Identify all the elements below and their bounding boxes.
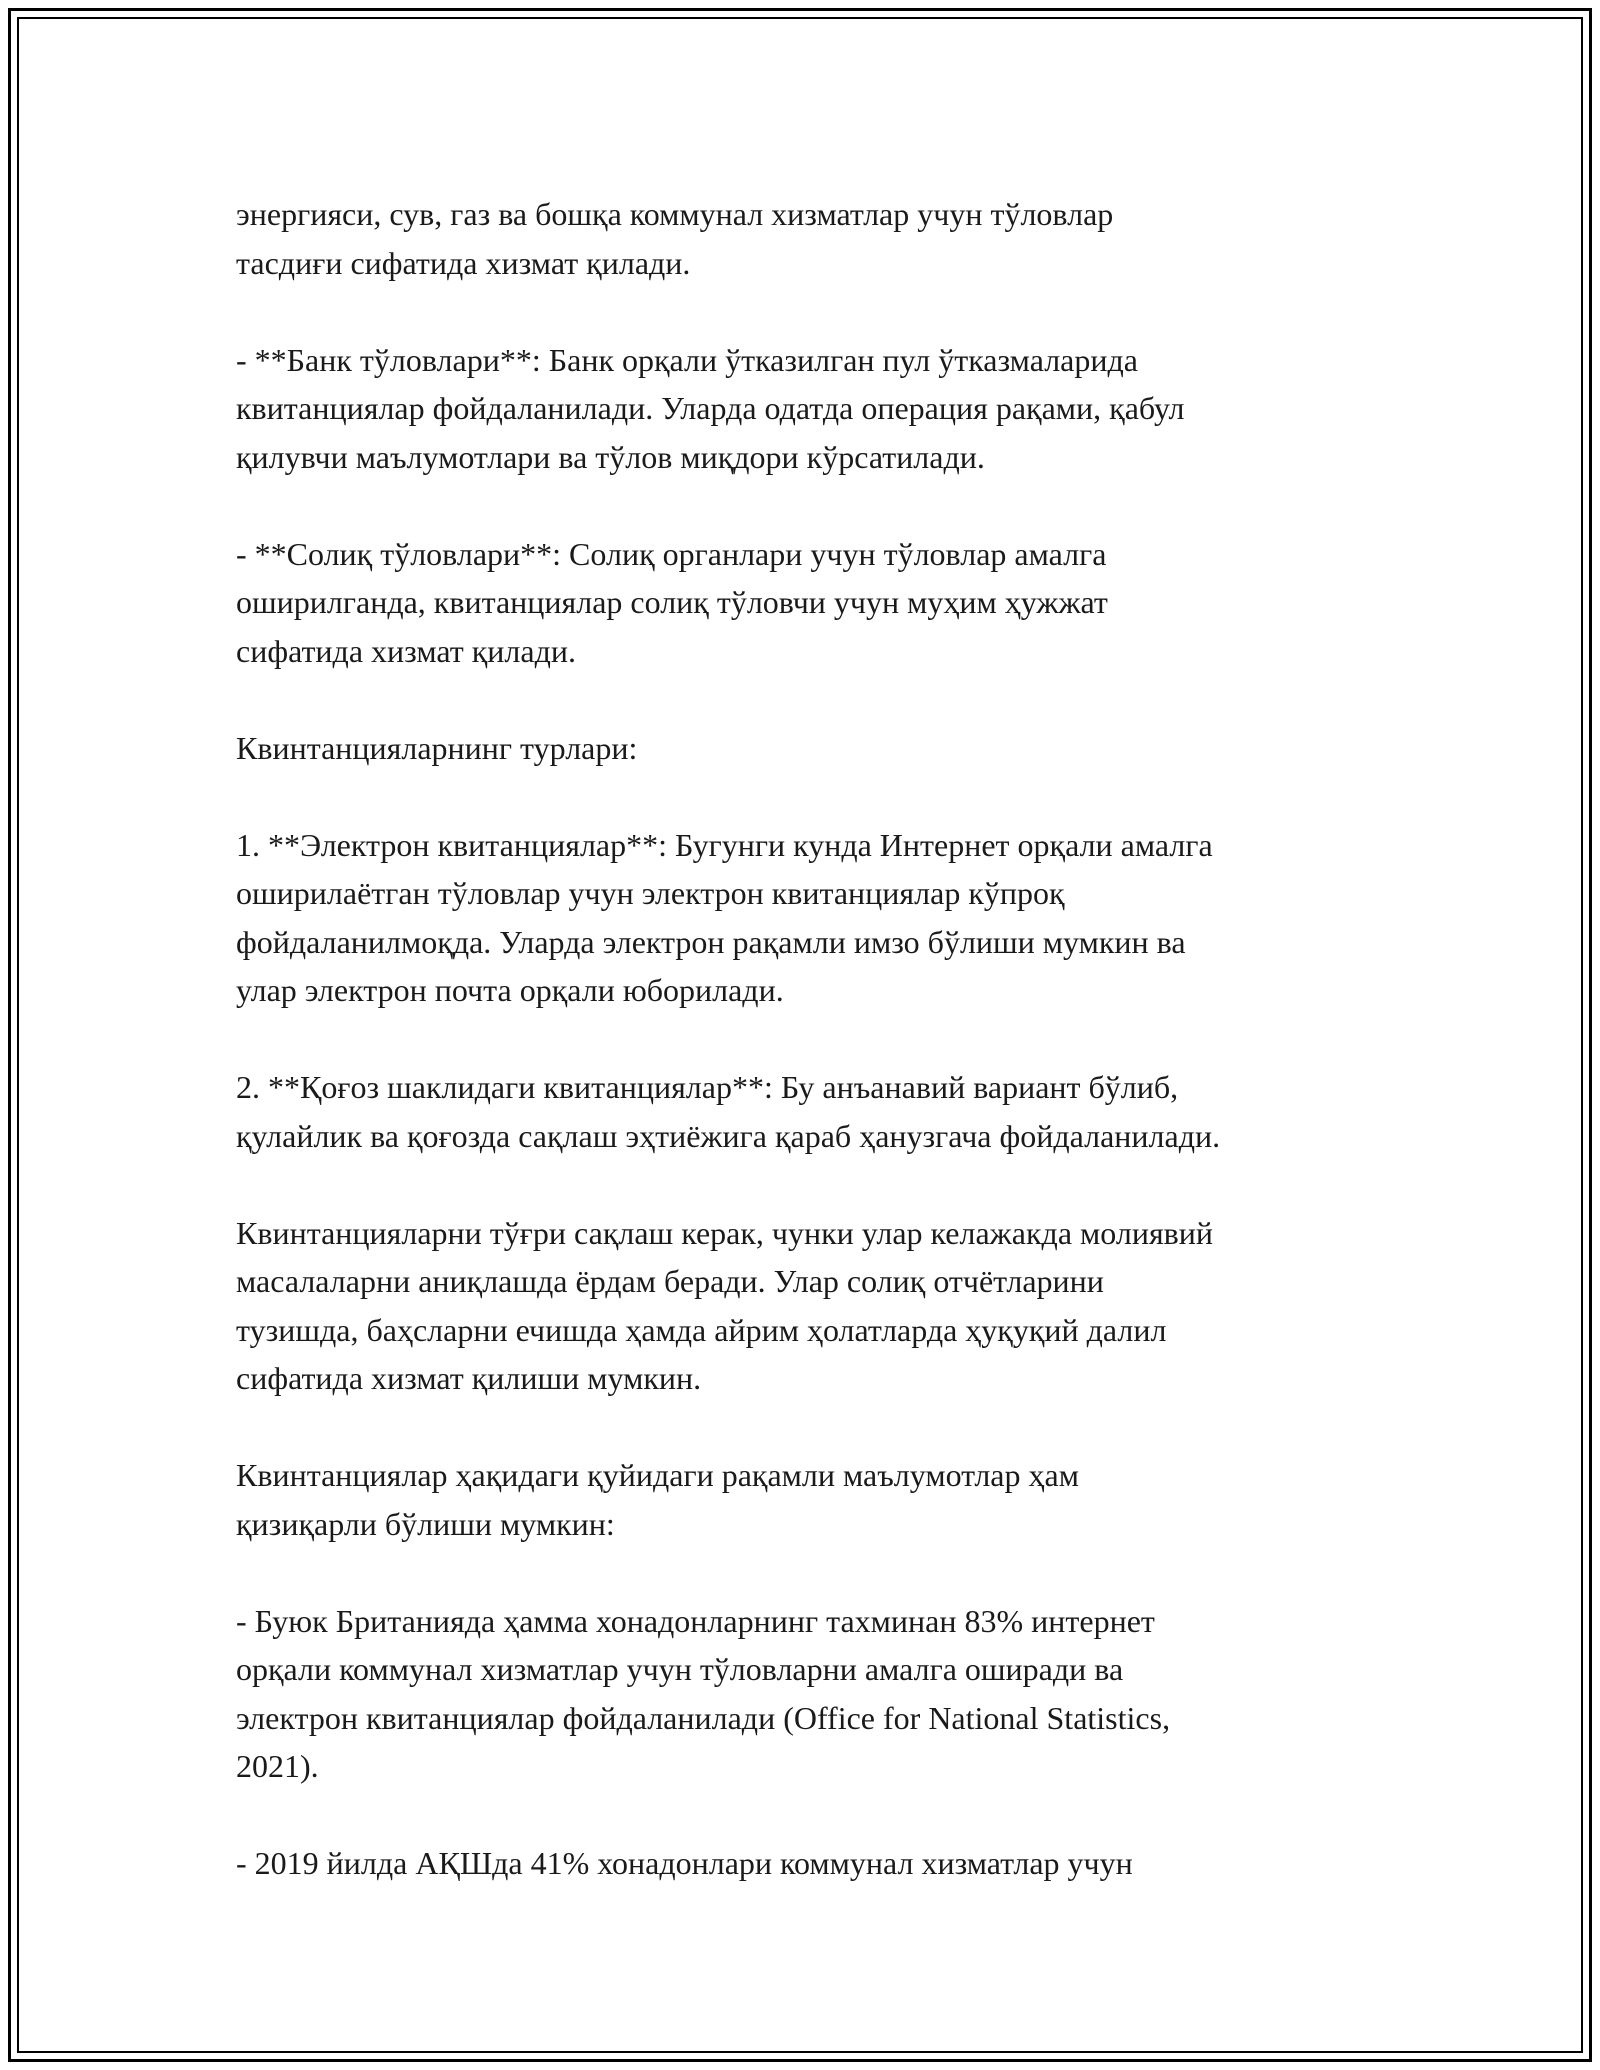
text-line: қизиқарли бўлиши мумкин: bbox=[236, 1505, 615, 1542]
text-line: - Буюк Британияда ҳамма хонадонларнинг тахминан 83% интернет bbox=[236, 1602, 1155, 1639]
paragraph-uk-statistic bbox=[236, 1597, 1406, 1791]
paragraph-receipt-types-heading bbox=[236, 724, 1406, 773]
text-line: Квинтанцияларни тўғри сақлаш керак, чунки улар келажакда молиявий bbox=[236, 1214, 1214, 1251]
text-line: қулайлик ва қоғозда сақлаш эҳтиёжига қараб ҳанузгача фойдаланилади. bbox=[236, 1117, 1221, 1154]
text-line: тузишда, баҳсларни ечишда ҳамда айрим ҳолатларда ҳуқуқий далил bbox=[236, 1311, 1167, 1348]
text-line: оширилганда, квитанциялар солиқ тўловчи учун муҳим ҳужжат bbox=[236, 584, 1108, 620]
text-line: - **Солиқ тўловлари**: Солиқ органлари учун тўловлар амалга bbox=[236, 535, 1107, 572]
text-line: Квинтанцияларнинг турлари: bbox=[236, 729, 638, 766]
paragraph-statistics-intro bbox=[236, 1451, 1406, 1548]
text-line: квитанциялар фойдаланилади. Уларда одатда операция рақами, қабул bbox=[236, 390, 1185, 426]
paragraph-paper-receipts bbox=[236, 1063, 1406, 1160]
text-line: тасдиғи сифатида хизмат қилади. bbox=[236, 244, 691, 281]
paragraph-bank-payments bbox=[236, 336, 1406, 482]
text-line: 1. **Электрон квитанциялар**: Бугунги кунда Интернет орқали амалга bbox=[236, 826, 1213, 863]
text-line: - **Банк тўловлари**: Банк орқали ўтказилган пул ўтказмаларида bbox=[236, 341, 1138, 378]
text-line: масалаларни аниқлашда ёрдам беради. Улар солиқ отчётларини bbox=[236, 1263, 1104, 1299]
text-line: энергияси, сув, газ ва бошқа коммунал хизматлар учун тўловлар bbox=[236, 196, 1114, 232]
paragraph-tax-payments bbox=[236, 530, 1406, 676]
text-line: фойдаланилмоқда. Уларда электрон рақамли имзо бўлиши мумкин ва bbox=[236, 923, 1186, 960]
paragraph-usa-statistic bbox=[236, 1839, 1406, 1888]
paragraph-utilities-continuation bbox=[236, 190, 1406, 287]
text-line: орқали коммунал хизматлар учун тўловларни амалга оширади ва bbox=[236, 1651, 1124, 1687]
text-line: улар электрон почта орқали юборилади. bbox=[236, 972, 784, 1008]
paragraph-electronic-receipts bbox=[236, 821, 1406, 1015]
text-line: оширилаётган тўловлар учун электрон квитанциялар кўпроқ bbox=[236, 875, 1065, 911]
text-line: 2021). bbox=[236, 1748, 319, 1784]
text-line: сифатида хизмат қилиши мумкин. bbox=[236, 1360, 702, 1396]
document-body bbox=[236, 190, 1406, 1888]
text-line: қилувчи маълумотлари ва тўлов миқдори кўрсатилади. bbox=[236, 438, 985, 475]
text-line: - 2019 йилда АҚШда 41% хонадонлари коммунал хизматлар учун bbox=[236, 1845, 1133, 1881]
text-line: 2. **Қоғоз шаклидаги квитанциялар**: Бу анъанавий вариант бўлиб, bbox=[236, 1069, 1179, 1105]
text-line: электрон квитанциялар фойдаланилади (Office for National Statistics, bbox=[236, 1699, 1171, 1736]
text-line: Квинтанциялар ҳақидаги қуйидаги рақамли маълумотлар ҳам bbox=[236, 1457, 1079, 1493]
paragraph-storage-advice bbox=[236, 1209, 1406, 1403]
text-line: сифатида хизмат қилади. bbox=[236, 632, 576, 669]
